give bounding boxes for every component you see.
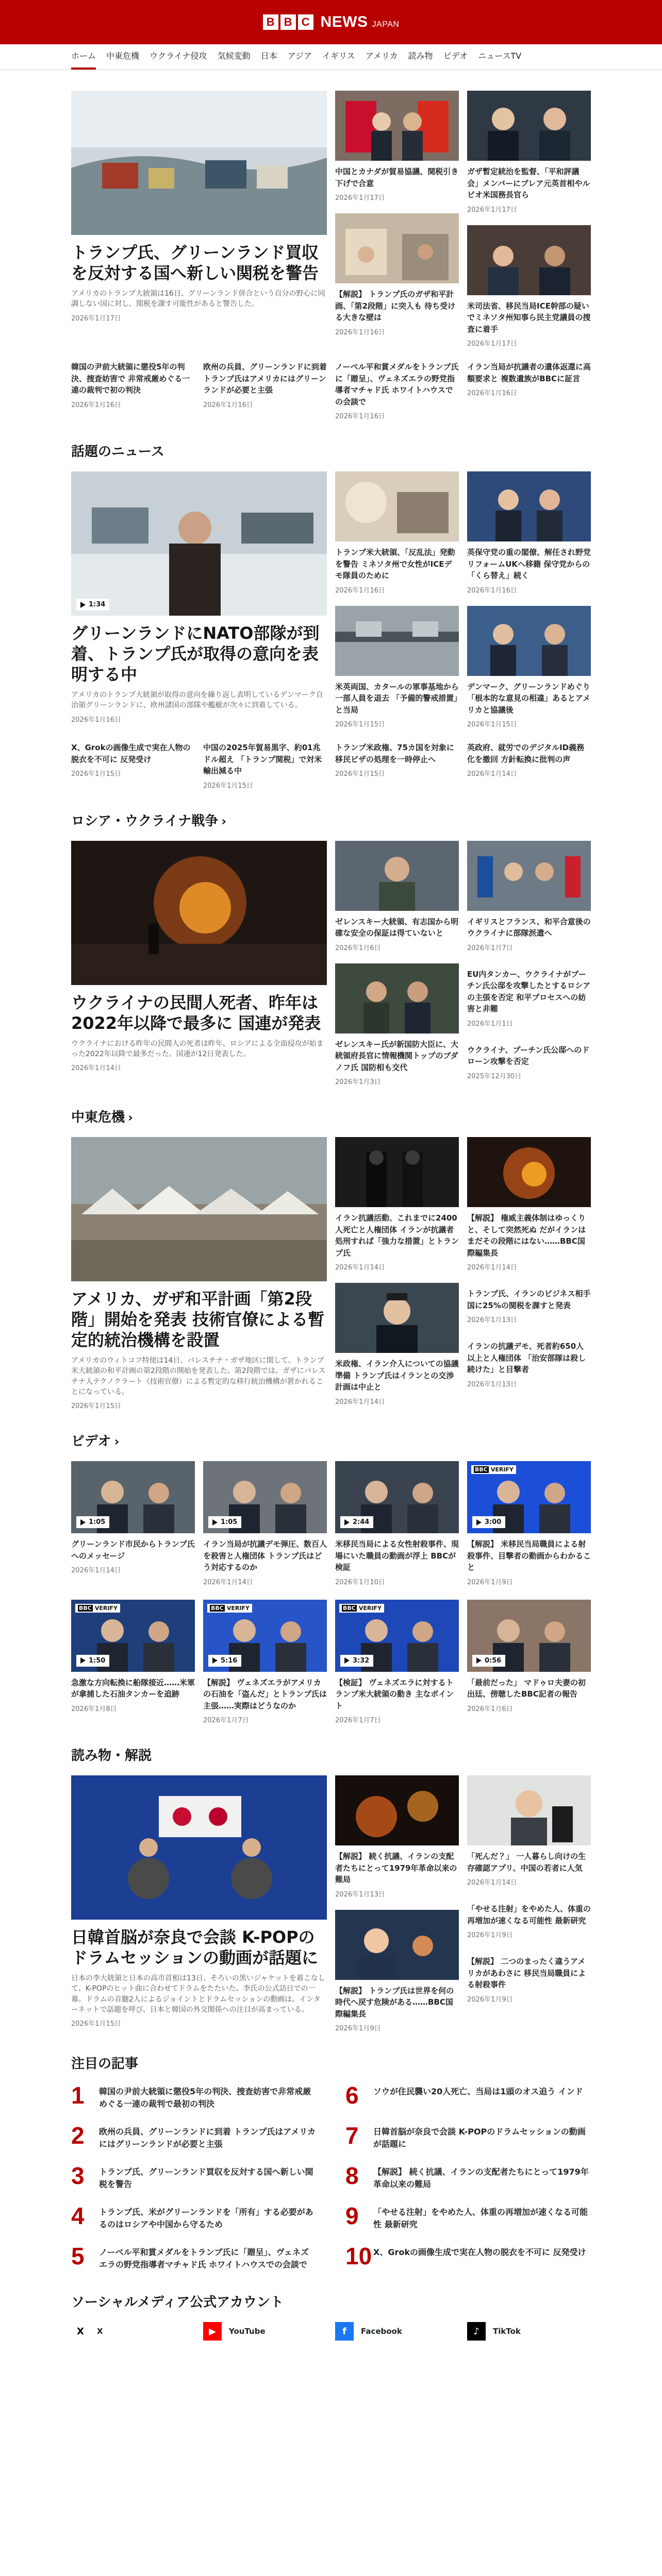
story-date: 2026年1月14日 xyxy=(467,1879,517,1887)
story-date: 2026年1月13日 xyxy=(467,1316,517,1324)
video-duration: 1:05 xyxy=(221,1518,238,1527)
video-badge[interactable] xyxy=(472,1655,505,1667)
text-story[interactable] xyxy=(203,361,327,420)
story-date: 2026年1月16日 xyxy=(203,401,253,409)
video-date: 2026年1月7日 xyxy=(335,1717,381,1725)
story-card[interactable] xyxy=(335,1775,459,1899)
video-badge[interactable] xyxy=(76,1516,109,1528)
story-card[interactable] xyxy=(335,1283,459,1406)
video-duration: 2:44 xyxy=(353,1518,370,1527)
story-title[interactable]: EU内タンカー、ウクライナがブーチン氏公邸を攻撃したとするロシアの主張を否定 和平プロセスへの妨害と非難 xyxy=(467,969,591,1013)
popular-title[interactable]: トランプ氏、グリーンランド買収を反対する国へ新しい関税を警告 xyxy=(99,2167,313,2190)
story-image xyxy=(467,225,591,295)
story-title[interactable]: 米政権、イラン介入についての協議準備 トランプ氏はイランとの交渉計画は中止と xyxy=(335,1359,459,1392)
story-date: 2026年1月17日 xyxy=(335,194,385,202)
story-card[interactable] xyxy=(467,91,591,214)
video-thumbnail xyxy=(203,1461,327,1533)
ukraine-side-col-2 xyxy=(467,841,591,1087)
story-card[interactable] xyxy=(335,841,459,952)
video-duration: 1:34 xyxy=(89,601,106,608)
social-label: YouTube xyxy=(229,2327,266,2336)
social-link[interactable] xyxy=(71,2322,195,2341)
verify-badge: BBC VERIFY xyxy=(75,1604,120,1613)
story-image xyxy=(467,1137,591,1207)
story-card[interactable] xyxy=(467,471,591,595)
story-date: 2026年1月15日 xyxy=(335,770,385,778)
play-icon xyxy=(212,1519,218,1526)
play-icon xyxy=(344,1519,350,1526)
text-story[interactable] xyxy=(467,1039,591,1080)
text-story[interactable] xyxy=(71,742,195,790)
brand-news: NEWS xyxy=(320,13,368,30)
story-date: 2026年1月16日 xyxy=(71,401,121,409)
lead-date: 2026年1月16日 xyxy=(71,716,121,724)
video-card[interactable] xyxy=(467,1461,591,1586)
video-thumbnail xyxy=(203,1600,327,1672)
popular-rank: 7 xyxy=(345,2122,359,2149)
story-date: 2026年1月9日 xyxy=(467,1995,513,2004)
social-label: X xyxy=(97,2327,103,2336)
verify-badge: BBC VERIFY xyxy=(207,1604,252,1613)
popular-rank: 1 xyxy=(71,2082,85,2109)
story-image xyxy=(335,606,459,676)
video-thumbnail xyxy=(467,1600,591,1672)
social-link[interactable] xyxy=(335,2322,459,2341)
story-date: 2026年1月9日 xyxy=(467,1931,513,1940)
text-story[interactable] xyxy=(467,1283,591,1324)
story-date: 2026年1月14日 xyxy=(467,770,517,778)
chevron-right-icon: › xyxy=(128,1110,133,1125)
nav-uk[interactable]: イギリス xyxy=(322,51,355,61)
story-image xyxy=(335,963,459,1033)
story-image xyxy=(335,1283,459,1353)
lead-title[interactable]: ウクライナの民間人死者、昨年は2022年以降で最多に 国連が発表 xyxy=(71,992,321,1033)
story-image xyxy=(335,471,459,541)
story-date: 2026年1月15日 xyxy=(203,782,253,790)
lead-date: 2026年1月15日 xyxy=(71,1402,121,1411)
story-image xyxy=(335,91,459,161)
video-thumbnail xyxy=(71,1600,195,1672)
chevron-right-icon: › xyxy=(114,1434,120,1449)
lead-title[interactable]: 日韓首脳が奈良で会談 K-POPのドラムセッションの動画が話題に xyxy=(71,1927,319,1968)
social-row xyxy=(71,2322,591,2341)
lead-image xyxy=(71,1137,327,1281)
video-duration: 1:50 xyxy=(89,1656,106,1665)
topics-side-col-2 xyxy=(467,471,591,728)
play-icon xyxy=(80,1657,86,1664)
video-date: 2026年1月7日 xyxy=(203,1717,249,1725)
video-card[interactable] xyxy=(335,1461,459,1586)
story-title[interactable]: ウクライナ、プーチン氏公邸へのドローン攻撃を否定 xyxy=(467,1045,590,1066)
social-label: TikTok xyxy=(493,2327,521,2336)
nav-ukraine[interactable]: ウクライナ侵攻 xyxy=(150,51,207,61)
mideast-side-col-2 xyxy=(467,1137,591,1410)
ukraine-section xyxy=(71,790,591,1087)
video-badge[interactable] xyxy=(208,1516,241,1528)
story-date: 2026年1月7日 xyxy=(467,944,513,952)
text-story[interactable] xyxy=(203,742,327,790)
lead-story[interactable] xyxy=(71,91,327,348)
chevron-right-icon: › xyxy=(221,814,227,828)
story-title[interactable]: 欧州の兵員、グリーンランドに到着 トランプ氏はアメリカにはグリーンランドが必要と主張 xyxy=(203,362,327,395)
popular-title[interactable]: 韓国の尹前大統領に懲役5年の判決、捜査妨害で非常戒厳めぐる一連の裁判で最初の判決 xyxy=(99,2087,311,2109)
story-image xyxy=(467,606,591,676)
section-title-text: ロシア・ウクライナ戦争 xyxy=(71,813,219,829)
story-title[interactable]: 「やせる注射」をやめた人、体重の再増加が速くなる可能性 最新研究 xyxy=(467,1904,591,1925)
video-card[interactable] xyxy=(203,1461,327,1586)
nav-us[interactable]: アメリカ xyxy=(365,51,398,61)
lead-date: 2026年1月15日 xyxy=(71,2020,121,2028)
popular-title[interactable]: ソウが住民襲い20人死亡、当局は1頭のオス追う インド xyxy=(373,2087,583,2097)
popular-item[interactable] xyxy=(345,2083,591,2110)
popular-item[interactable] xyxy=(345,2124,591,2150)
section-title-text: 中東危機 xyxy=(71,1110,125,1125)
x-icon: X xyxy=(71,2322,90,2341)
lead-story[interactable] xyxy=(71,1775,327,2032)
nav-features[interactable]: 読み物 xyxy=(408,51,433,61)
story-date: 2026年1月14日 xyxy=(335,1398,385,1406)
video-duration: 0:56 xyxy=(485,1656,502,1665)
top-stories xyxy=(71,70,591,420)
section-title[interactable] xyxy=(71,810,591,829)
main-content xyxy=(71,70,591,2382)
video-card[interactable] xyxy=(203,1600,327,1725)
video-card[interactable] xyxy=(71,1461,195,1586)
nav-newstv[interactable]: ニュースTV xyxy=(478,51,522,61)
section-title[interactable] xyxy=(71,1107,591,1126)
story-title[interactable]: デンマーク、グリーンランドめぐり「根本的な意見の相違」あるとアメリカと協議後 xyxy=(467,682,591,715)
story-date: 2026年1月1日 xyxy=(467,1020,513,1028)
story-title[interactable]: 米英両国、カタールの軍事基地から一部人員を退去 「予備的警戒措置」と当局 xyxy=(335,682,459,715)
video-date: 2026年1月8日 xyxy=(71,1705,117,1713)
video-card[interactable] xyxy=(335,1600,459,1725)
video-date: 2026年1月14日 xyxy=(71,1567,121,1575)
popular-section xyxy=(71,2032,591,2271)
story-date: 2025年12月30日 xyxy=(467,1072,522,1080)
masthead xyxy=(0,0,662,44)
lead-summary: アメリカのウィトコフ特使は14日、パレスチナ・ガザ地区に関して、トランプ米大統領の和平計画の第2段階の開始を発表した。第2段階では、ガザにパレスチナ人テクノクラート（技術官僚）による暫定的な移行統治機構が置かれることになっている。 xyxy=(71,1357,326,1396)
nav-japan[interactable]: 日本 xyxy=(260,51,277,61)
story-image xyxy=(335,1137,459,1207)
lead-story[interactable] xyxy=(71,841,327,1087)
story-title[interactable]: X、Grokの画像生成で実在人物の脱衣を不可に 反発受け xyxy=(71,743,191,764)
story-date: 2026年1月17日 xyxy=(467,206,517,214)
play-icon xyxy=(80,602,86,608)
popular-title[interactable]: 「やせる注射」をやめた人、体重の再増加が速くなる可能性 最新研究 xyxy=(373,2207,588,2230)
logo-letter-c: C xyxy=(298,14,313,30)
text-story[interactable] xyxy=(467,361,591,420)
top-text-row xyxy=(71,361,591,420)
popular-item[interactable] xyxy=(345,2244,591,2271)
lead-title[interactable]: アメリカ、ガザ和平計画「第2段階」開始を発表 技術官僚による暫定的統治機構を設置 xyxy=(71,1289,325,1350)
story-card[interactable] xyxy=(335,471,459,595)
story-date: 2026年1月16日 xyxy=(467,586,517,595)
story-title[interactable]: イランの抗議デモ、死者約650人以上と人権団体 「治安部隊は殺し続けた」と目撃者 xyxy=(467,1342,586,1374)
popular-item[interactable] xyxy=(71,2244,317,2271)
play-icon xyxy=(212,1657,218,1664)
lead-image xyxy=(71,841,327,985)
story-date: 2026年1月17日 xyxy=(467,340,517,348)
text-story[interactable] xyxy=(467,1335,591,1388)
popular-rank: 3 xyxy=(71,2162,85,2190)
video-title[interactable]: 【解説】 米移民当局職員による射殺事件、目撃者の動画からわかること xyxy=(467,1539,591,1572)
story-card[interactable] xyxy=(467,841,591,952)
text-story[interactable] xyxy=(335,361,459,420)
story-title[interactable]: 【解説】 トランプ氏は世界を何の時代へ戻す危険がある……BBC国際編集長 xyxy=(335,1986,454,2019)
story-date: 2026年1月16日 xyxy=(335,328,385,336)
story-card[interactable] xyxy=(335,1910,459,2033)
facebook-icon: f xyxy=(335,2322,354,2341)
story-card[interactable] xyxy=(335,963,459,1087)
story-image xyxy=(467,1775,591,1845)
story-date: 2026年1月15日 xyxy=(335,721,385,728)
play-icon xyxy=(80,1519,86,1526)
video-duration: 5:16 xyxy=(221,1656,238,1665)
video-title[interactable]: 米移民当局による女性射殺事件、現場にいた職員の動画が浮上 BBCが検証 xyxy=(335,1539,459,1572)
popular-item[interactable] xyxy=(345,2164,591,2191)
story-date: 2026年1月16日 xyxy=(335,413,385,420)
lead-summary: 日本の李大統領と日本の高市首相は13日、そろいの黒いジャケットを着こなして、K-POPのヒット曲に合わせてドラムをたたいた。李氏の公式訪日での一幕。ドラムの音髄2人によるジョイントとドラムセッションの動画は、インターネットで話題を呼び、日本と韓国の外交関係への注目が高まっている。 xyxy=(71,1974,325,2014)
text-story[interactable] xyxy=(467,1951,591,2004)
section-title: ソーシャルメディア公式アカウント xyxy=(71,2295,284,2311)
text-story[interactable] xyxy=(467,963,591,1028)
story-date: 2026年1月16日 xyxy=(467,389,517,397)
lead-date: 2026年1月14日 xyxy=(71,1064,121,1073)
video-thumbnail xyxy=(335,1600,459,1672)
popular-item[interactable] xyxy=(345,2204,591,2231)
section-title-text: ビデオ xyxy=(71,1434,111,1450)
story-date: 2026年1月15日 xyxy=(467,721,517,728)
story-card[interactable] xyxy=(467,606,591,729)
story-title[interactable]: 韓国の尹前大統領に懲役5年の判決、捜査妨害で 非常戒厳めぐる一連の裁判で初の判決 xyxy=(71,362,190,395)
story-image xyxy=(467,841,591,911)
story-card[interactable] xyxy=(335,1137,459,1272)
popular-title[interactable]: トランプ氏、米がグリーンランドを「所有」する必要があるのはロシアや中国から守るため xyxy=(99,2207,313,2230)
top-side-col-1 xyxy=(335,91,459,348)
video-badge[interactable] xyxy=(472,1516,505,1528)
lead-title[interactable]: グリーンランドにNATO部隊が到着、トランプ氏が取得の意向を表明する中 xyxy=(71,623,320,684)
story-card[interactable] xyxy=(467,1775,591,1887)
main-nav xyxy=(0,44,662,70)
story-title[interactable]: ゼレンスキー氏が新国防大臣に、大統領府長官に情報機関トップのブダノフ氏 国防相も交代 xyxy=(335,1039,459,1072)
text-story[interactable] xyxy=(467,742,591,790)
topics-side-col-1 xyxy=(335,471,459,728)
nav-home[interactable]: ホーム xyxy=(71,49,96,70)
top-side-col-2 xyxy=(467,91,591,348)
video-section xyxy=(71,1410,591,1724)
youtube-icon: ▶ xyxy=(203,2322,222,2341)
nav-asia[interactable]: アジア xyxy=(287,51,312,61)
popular-title[interactable]: 欧州の兵員、グリーンランドに到着 トランプ氏はアメリカにはグリーンランドが必要と主張 xyxy=(99,2127,316,2149)
story-image xyxy=(335,841,459,911)
video-title[interactable]: イラン当局が抗議デモ弾圧、数百人を殺害と人権団体 トランプ氏はどう対応するのか xyxy=(203,1539,327,1572)
mideast-section xyxy=(71,1086,591,1410)
story-card[interactable] xyxy=(335,606,459,729)
story-date: 2026年1月13日 xyxy=(467,1380,517,1388)
story-title[interactable]: 「死んだ？」 一人暮らし向けの生存確認アプリ、中国の若者に人気 xyxy=(467,1852,586,1873)
story-image xyxy=(467,91,591,161)
story-title[interactable]: ゼレンスキー大統領、有志国から明確な安全の保証は得ていないと xyxy=(335,917,459,938)
tiktok-icon: ♪ xyxy=(467,2322,486,2341)
lead-story[interactable] xyxy=(71,1137,327,1410)
popular-item[interactable] xyxy=(71,2124,317,2150)
section-title[interactable] xyxy=(71,1431,591,1450)
story-date: 2026年1月3日 xyxy=(335,1078,381,1086)
video-card[interactable] xyxy=(467,1600,591,1725)
verify-badge: BBC VERIFY xyxy=(471,1465,516,1474)
video-badge[interactable] xyxy=(208,1655,241,1667)
story-title[interactable]: 米司法省、移民当局ICE幹部の疑いでミネソタ州知事ら民主党議員の捜査に着手 xyxy=(467,301,591,334)
popular-rank: 9 xyxy=(345,2202,359,2230)
story-title[interactable]: 英政府、就労でのデジタルID義務化を撤回 方針転換に批判の声 xyxy=(467,743,585,764)
story-title[interactable]: 【解説】 権威主義体制はゆっくりと、そして突然死ぬ だがイランはまだその段階にはない……BBC国際編集長 xyxy=(467,1213,586,1258)
popular-rank: 10 xyxy=(345,2243,372,2270)
video-date: 2026年1月14日 xyxy=(203,1578,253,1586)
lead-summary: ウクライナにおける昨年の民間人の死者は昨年、ロシアによる全面侵攻が始まった2022年以降で最多だった。国連が12日発表した。 xyxy=(71,1039,324,1058)
story-date: 2026年1月6日 xyxy=(335,944,381,952)
lead-summary: アメリカのトランプ大統領は16日、グリーンランド併合という自分の野心に同調しない国に対し、関税を課す可能性があると警告した。 xyxy=(71,290,325,309)
social-label: Facebook xyxy=(361,2327,402,2336)
video-badge[interactable] xyxy=(76,1655,109,1667)
story-title[interactable]: イギリスとフランス、和平合意後のウクライナに部隊派遣へ xyxy=(467,917,591,938)
popular-rank: 8 xyxy=(345,2162,359,2190)
story-image xyxy=(467,471,591,541)
popular-title[interactable]: X、Grokの画像生成で実在人物の脱衣を不可に 反発受け xyxy=(373,2247,586,2258)
popular-item[interactable] xyxy=(71,2164,317,2191)
nav-climate[interactable]: 気候変動 xyxy=(217,51,251,61)
story-card[interactable] xyxy=(335,213,459,336)
story-image xyxy=(335,1910,459,1980)
features-side-col-1 xyxy=(335,1775,459,2032)
story-date: 2026年1月15日 xyxy=(71,770,121,778)
story-date: 2026年1月14日 xyxy=(335,1264,385,1272)
popular-rank: 4 xyxy=(71,2202,85,2230)
mideast-side-col-1 xyxy=(335,1137,459,1410)
video-date: 2026年1月9日 xyxy=(467,1578,513,1586)
story-title[interactable]: 中国の2025年貿易黒字、約01兆ドル超え 「トランプ関税」で対米輸出減る中 xyxy=(203,743,322,775)
brand-title[interactable] xyxy=(321,13,400,31)
video-badge[interactable] xyxy=(340,1516,373,1528)
story-title[interactable]: イラン抗議活動、これまでに2400人死亡と人権団体 イランが抗議者処刑すれば「強力な措置」とトランプ氏 xyxy=(335,1213,459,1258)
play-icon xyxy=(344,1657,350,1664)
video-date: 2026年1月6日 xyxy=(467,1705,513,1713)
text-story[interactable] xyxy=(71,361,195,420)
video-date: 2026年1月10日 xyxy=(335,1578,385,1586)
social-link[interactable] xyxy=(203,2322,327,2341)
story-image xyxy=(335,213,459,283)
video-title[interactable]: 急激な方向転換に船隊接近……米軍が拿捕した石油タンカーを追跡 xyxy=(71,1677,195,1699)
story-card[interactable] xyxy=(467,1137,591,1272)
video-duration: 3:32 xyxy=(353,1656,370,1665)
popular-rank: 2 xyxy=(71,2122,85,2149)
video-thumbnail xyxy=(71,1461,195,1533)
popular-title[interactable]: 日韓首脳が奈良で会談 K-POPのドラムセッションの動画が話題に xyxy=(373,2127,586,2149)
logo-letter-b2: B xyxy=(280,14,296,30)
section-title: 話題のニュース xyxy=(71,444,164,460)
lead-title[interactable]: トランプ氏、グリーンランド買収を反対する国へ新しい関税を警告 xyxy=(71,243,319,283)
video-thumbnail xyxy=(335,1461,459,1533)
popular-rank: 6 xyxy=(345,2082,359,2109)
features-side-col-2 xyxy=(467,1775,591,2032)
video-grid xyxy=(71,1461,591,1724)
video-title[interactable]: グリーンランド市民からトランプ氏へのメッセージ xyxy=(71,1539,195,1561)
video-title[interactable]: 「最前だった」 マドゥロ夫妻の初出廷、傍聴したBBC記者の報告 xyxy=(467,1677,586,1699)
video-card[interactable] xyxy=(71,1600,195,1725)
popular-title[interactable]: ノーベル平和賞メダルをトランプ氏に「贈呈」、ヴェネズエラの野党指導者マチャド氏 ホワイトハウスでの会談で xyxy=(99,2247,309,2270)
story-title[interactable]: 中国とカナダが貿易協議、関税引き下げで合意 xyxy=(335,167,459,188)
topics-section xyxy=(71,420,591,790)
section-title: 読み物・解説 xyxy=(71,1748,152,1764)
video-duration: 1:05 xyxy=(89,1518,106,1527)
nav-mideast[interactable]: 中東危機 xyxy=(106,51,140,61)
story-date: 2026年1月9日 xyxy=(335,2025,381,2033)
video-thumbnail xyxy=(467,1461,591,1533)
story-card[interactable] xyxy=(467,225,591,348)
story-title[interactable]: 【解説】 二つのまったく違うアメリカがあわさに 移民当局職員による射殺事件 xyxy=(467,1957,586,1990)
video-badge[interactable] xyxy=(340,1655,373,1667)
popular-item[interactable] xyxy=(71,2083,317,2110)
bbc-logo[interactable] xyxy=(263,14,313,30)
topics-text-row xyxy=(71,742,591,790)
story-card[interactable] xyxy=(335,91,459,202)
play-icon xyxy=(476,1657,482,1664)
popular-item[interactable] xyxy=(71,2204,317,2231)
video-badge[interactable] xyxy=(76,599,109,611)
lead-image xyxy=(71,471,327,616)
video-title[interactable]: 【解説】 ヴェネズエラがアメリカの石油を「盗んだ」とトランプ氏は主張……実際はどうなのか xyxy=(203,1677,327,1710)
story-title[interactable]: トランプ米政権、75カ国を対象に移民ビザの処理を一時停止へ xyxy=(335,743,454,764)
story-date: 2026年1月16日 xyxy=(335,586,385,595)
popular-grid xyxy=(71,2083,591,2271)
story-date: 2026年1月13日 xyxy=(335,1890,385,1899)
nav-video[interactable]: ビデオ xyxy=(443,51,468,61)
story-image xyxy=(335,1775,459,1845)
popular-title[interactable]: 【解説】 続く抗議、イランの支配者たちにとって1979年革命以来の難局 xyxy=(373,2167,589,2190)
lead-image xyxy=(71,91,327,235)
popular-rank: 5 xyxy=(71,2243,85,2270)
story-title[interactable]: イラン当局が抗議者の遺体返還に高額要求と 複数遺族がBBCに証言 xyxy=(467,362,591,383)
lead-date: 2026年1月17日 xyxy=(71,314,121,323)
story-title[interactable]: トランプ米大統領、「反乱法」発動を警告 ミネソタ州で女性がICEデモ隊員のために xyxy=(335,548,455,580)
story-title[interactable]: 英保守党の重の閣僚、解任され野党リフォームUKへ移籍 保守党からの「くら替え」続く xyxy=(467,548,591,580)
lead-story[interactable] xyxy=(71,471,327,728)
story-title[interactable]: 【解説】 続く抗議、イランの支配者たちにとって1979年革命以来の難局 xyxy=(335,1852,457,1885)
text-story[interactable] xyxy=(467,1898,591,1939)
ukraine-side-col-1 xyxy=(335,841,459,1087)
brand-region: JAPAN xyxy=(372,20,400,29)
play-icon xyxy=(476,1519,482,1526)
story-title[interactable]: ノーベル平和賞メダルをトランプ氏に「贈呈」、ヴェネズエラの野党指導者マチャド氏 ホワイトハウスでの会談で xyxy=(335,362,459,406)
social-link[interactable] xyxy=(467,2322,591,2341)
video-title[interactable]: 【検証】 ヴェネズエラに対するトランプ米大統領の動き 主なポイント xyxy=(335,1677,454,1710)
text-story[interactable] xyxy=(335,742,459,790)
video-duration: 3:00 xyxy=(485,1518,502,1527)
logo-letter-b1: B xyxy=(263,14,278,30)
story-title[interactable]: 【解説】 トランプ氏のガザ和平計画、「第2段階」に突入も 待ち受ける大きな壁は xyxy=(335,290,456,322)
verify-badge: BBC VERIFY xyxy=(339,1604,384,1613)
story-title[interactable]: ガザ暫定統治を監督、「平和評議会」メンバーにブレア元英首相やルビオ米国務長官ら xyxy=(467,167,590,199)
features-section xyxy=(71,1724,591,2032)
story-date: 2026年1月14日 xyxy=(467,1264,517,1272)
social-section xyxy=(71,2271,591,2382)
story-title[interactable]: トランプ氏、イランのビジネス相手国に25%の関税を課すと発表 xyxy=(467,1289,591,1310)
section-title: 注目の記事 xyxy=(71,2056,139,2072)
lead-image xyxy=(71,1775,327,1920)
lead-summary: アメリカのトランプ大統領が取得の意向を繰り返し表明しているデンマーク自治領グリーンランドに、欧州諸国の部隊や艦艇が次々に到着している。 xyxy=(71,691,323,710)
